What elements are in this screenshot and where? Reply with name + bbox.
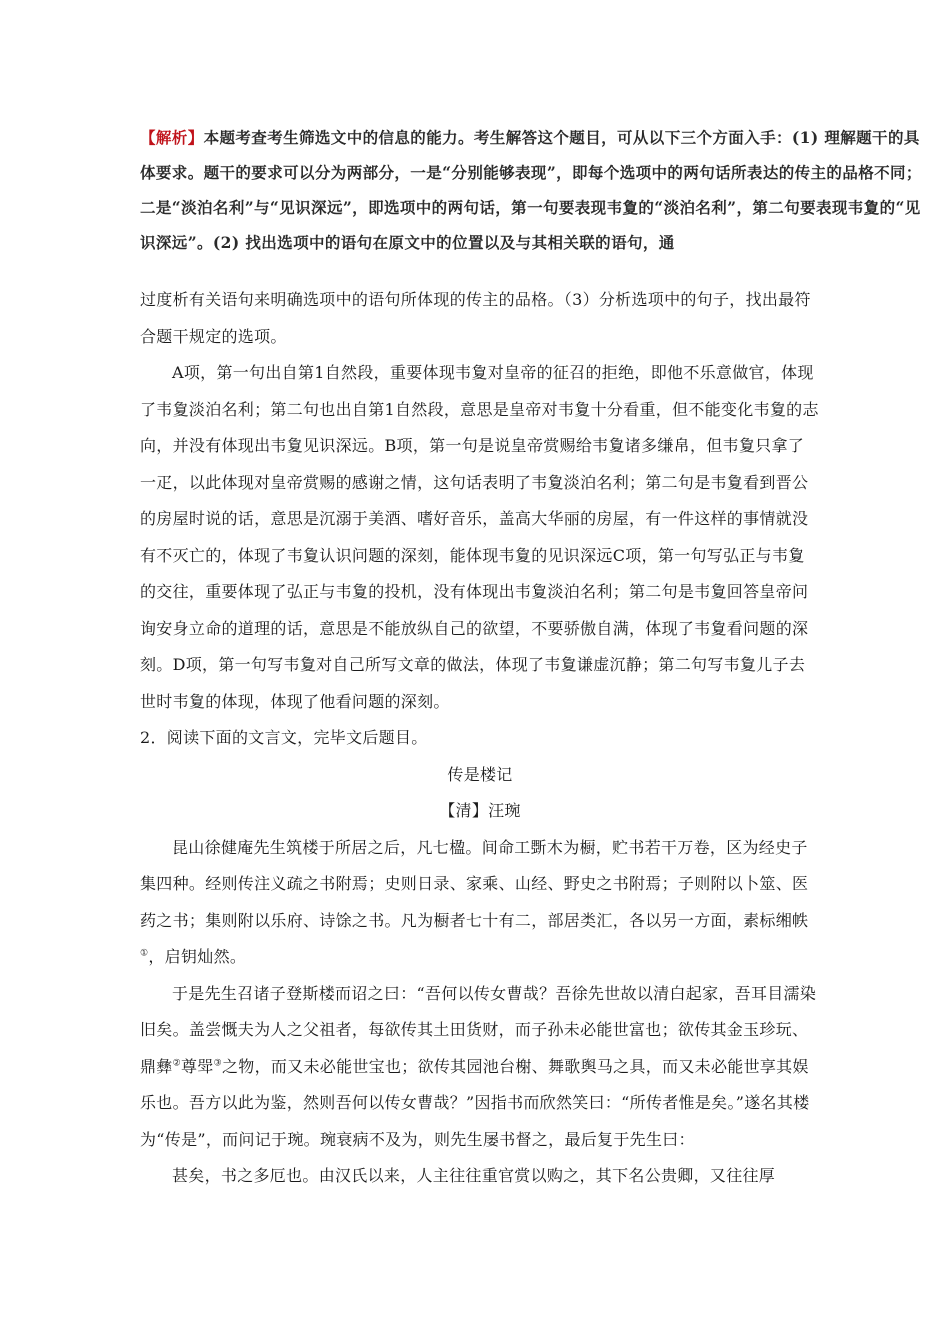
- passage-text: 昆山徐健庵先生筑楼于所居之后，凡七楹。间命工斲木为橱，贮书若干万卷，区为经史子集四种。经则传注义疏之书附焉；史则日录、家乘、山经、野史之书附焉；子则附以卜筮、医药之书；集则附以乐府、诗馀之书。凡为橱者七十有二，部居类汇，各以另一方面，素标缃帙: [140, 837, 809, 930]
- footnote-marker: ②: [172, 1058, 181, 1069]
- passage-paragraph-3: 甚矣，书之多厄也。由汉氏以来，人主往往重官赏以购之，其下名公贵卿，又往往厚: [172, 1166, 776, 1185]
- passage-text: 尊斝: [180, 1056, 214, 1076]
- passage-text: 之物，而又未必能世宝也；欲传其园池台榭、舞歌舆马之具，而又未必能世享其娱乐也。吾方以此为鉴，然则吾何以传女曹哉？”因指书而欣然笑曰：“所传者惟是矣。”遂名其楼为“传是”，而问记于琬。琬衰病不及为，则先生屡书督之，最后复于先生曰：: [140, 1056, 810, 1149]
- passage-paragraph-2: [140, 976, 820, 1159]
- paragraph-options: A项，第一句出自第1自然段，重要体现韦夐对皇帝的征召的拒绝，即他不乐意做官，体现了韦夐淡泊名利；第二句也出自第1自然段，意思是皇帝对韦夐十分看重，但不能变化韦夐的志向，并没有体现出韦夐见识深远。B项，第一句是说皇帝赏赐给韦夐诸多缣帛，但韦夐只拿了一疋，以此体现对皇帝赏赐的感谢之情，这句话表明了韦夐淡泊名利；第二句是韦夐看到晋公的房屋时说的话，意思是沉溺于美酒、嗜好音乐，盖高大华丽的房屋，有一件这样的事情就没有不灭亡的，体现了韦夐认识问题的深刻，能体现韦夐的见识深远C项，第一句写弘正与韦夐的交往，重要体现了弘正与韦夐的投机，没有体现出韦夐淡泊名利；第二句是韦夐回答皇帝问询安身立命的道理的话，意思是不能放纵自己的欲望，不要骄傲自满，体现了韦夐看问题的深刻。D项，第一句写韦夐对自己所写文章的做法，体现了韦夐谦虚沉静；第二句写韦夐儿子去世时韦夐的体现，体现了他看问题的深刻。: [140, 363, 819, 711]
- analysis-tag: 【解析】: [140, 128, 204, 147]
- paragraph-analysis-continued: 过度析有关语句来明确选项中的语句所体现的传主的品格。（3）分析选项中的句子，找出最符合题干规定的选项。: [140, 290, 811, 346]
- passage-title: 传是楼记: [447, 764, 513, 784]
- footnote-marker: ①: [140, 948, 149, 959]
- analysis-text: 本题考查考生筛选文中的信息的能力。考生解答这个题目，可从以下三个方面入手：(1) 理解题干的具体要求。题干的要求可以分为两部分，一是“分别能够表现”，即每个选项中的两句话所表达的传主的品格不同；二是“淡泊名利”与“见识深远”，即选项中的两句话，第一句要表现韦夐的“淡泊名利”，第二句要表现韦夐的“见识深远”。(2) 找出选项中的语句在原文中的位置以及与其相关联的语句，通: [140, 128, 922, 252]
- passage-text: ，启钥灿然。: [148, 947, 247, 966]
- footnote-marker: ③: [213, 1058, 222, 1069]
- passage-text: 于是先生召诸子登斯楼而诏之曰：“吾何以传女曹哉？吾徐先世故以清白起家，吾耳目濡染旧矣。盖尝慨夫为人之父祖者，每欲传其土田货财，而子孙未必能世富也；欲传其金玉珍玩、鼎彝: [140, 983, 817, 1076]
- document-body: [140, 282, 820, 1195]
- passage-author: 【清】汪琬: [439, 801, 521, 820]
- question-heading: 2．阅读下面的文言文，完毕文后题目。: [140, 728, 428, 747]
- analysis-block: [140, 120, 922, 260]
- passage-paragraph-1: [140, 830, 820, 976]
